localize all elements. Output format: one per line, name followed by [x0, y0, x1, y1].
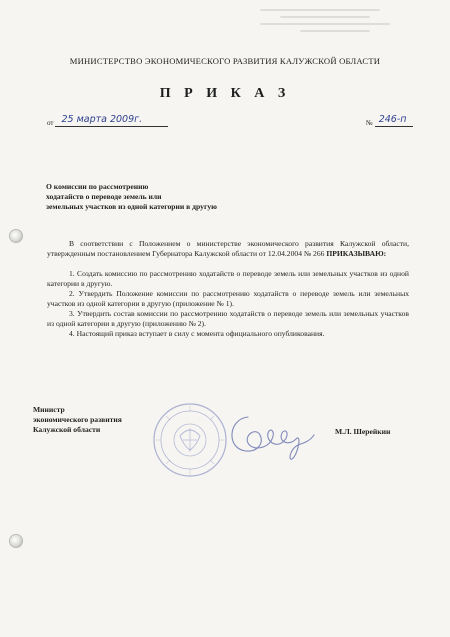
order-item: 1. Создать комиссию по рассмотрению ходатайств о переводе земель или земельных участков из одной категории в другую.	[47, 269, 409, 288]
document-subject	[46, 182, 306, 212]
subject-line: земельных участков из одной категории в другую	[46, 202, 217, 211]
subject-line: ходатайств о переводе земель или	[46, 192, 162, 201]
date-underline	[55, 113, 168, 127]
handwritten-number: 246-п	[378, 114, 407, 125]
signer-name: М.Л. Шерейкин	[335, 427, 391, 436]
number-field	[366, 113, 413, 127]
order-item: 4. Настоящий приказ вступает в силу с момента официального опубликования.	[69, 329, 325, 338]
handwritten-date: 25 марта 2009г.	[61, 114, 143, 125]
intro-command: ПРИКАЗЫВАЮ:	[326, 249, 387, 258]
subject-line: О комиссии по рассмотрению	[46, 182, 149, 191]
date-prefix: от	[47, 119, 54, 127]
order-item: 2. Утвердить Положение комиссии по рассмотрению ходатайств о переводе земель или земельных участков из одной категории в другую (приложение № 1).	[47, 289, 409, 308]
document-title: П Р И К А З	[159, 86, 291, 101]
handwritten-signature-icon	[218, 405, 318, 465]
intro-paragraph	[47, 239, 409, 259]
position-line: Министр	[33, 405, 65, 414]
date-field	[47, 113, 168, 127]
number-underline	[375, 113, 413, 127]
signatory-position	[33, 405, 122, 435]
punch-hole	[10, 230, 22, 242]
intro-text: В соответствии с Положением о министерстве экономического развития Калужской области, утвержденным постановлением Губернатора Калужской области от 12.04.2004 № 266	[47, 239, 409, 258]
position-line: Калужской области	[33, 425, 101, 434]
bleed-through-marks	[260, 4, 410, 42]
document-body	[47, 239, 409, 339]
order-item: 3. Утвердить состав комиссии по рассмотрению ходатайств о переводе земель или земельных участков из одной категории в другую (приложению № 2).	[47, 309, 409, 328]
position-line: экономического развития	[33, 415, 122, 424]
number-prefix: №	[366, 119, 373, 127]
ministry-header: МИНИСТЕРСТВО ЭКОНОМИЧЕСКОГО РАЗВИТИЯ КАЛУЖСКОЙ ОБЛАСТИ	[69, 56, 381, 66]
punch-hole	[10, 535, 22, 547]
